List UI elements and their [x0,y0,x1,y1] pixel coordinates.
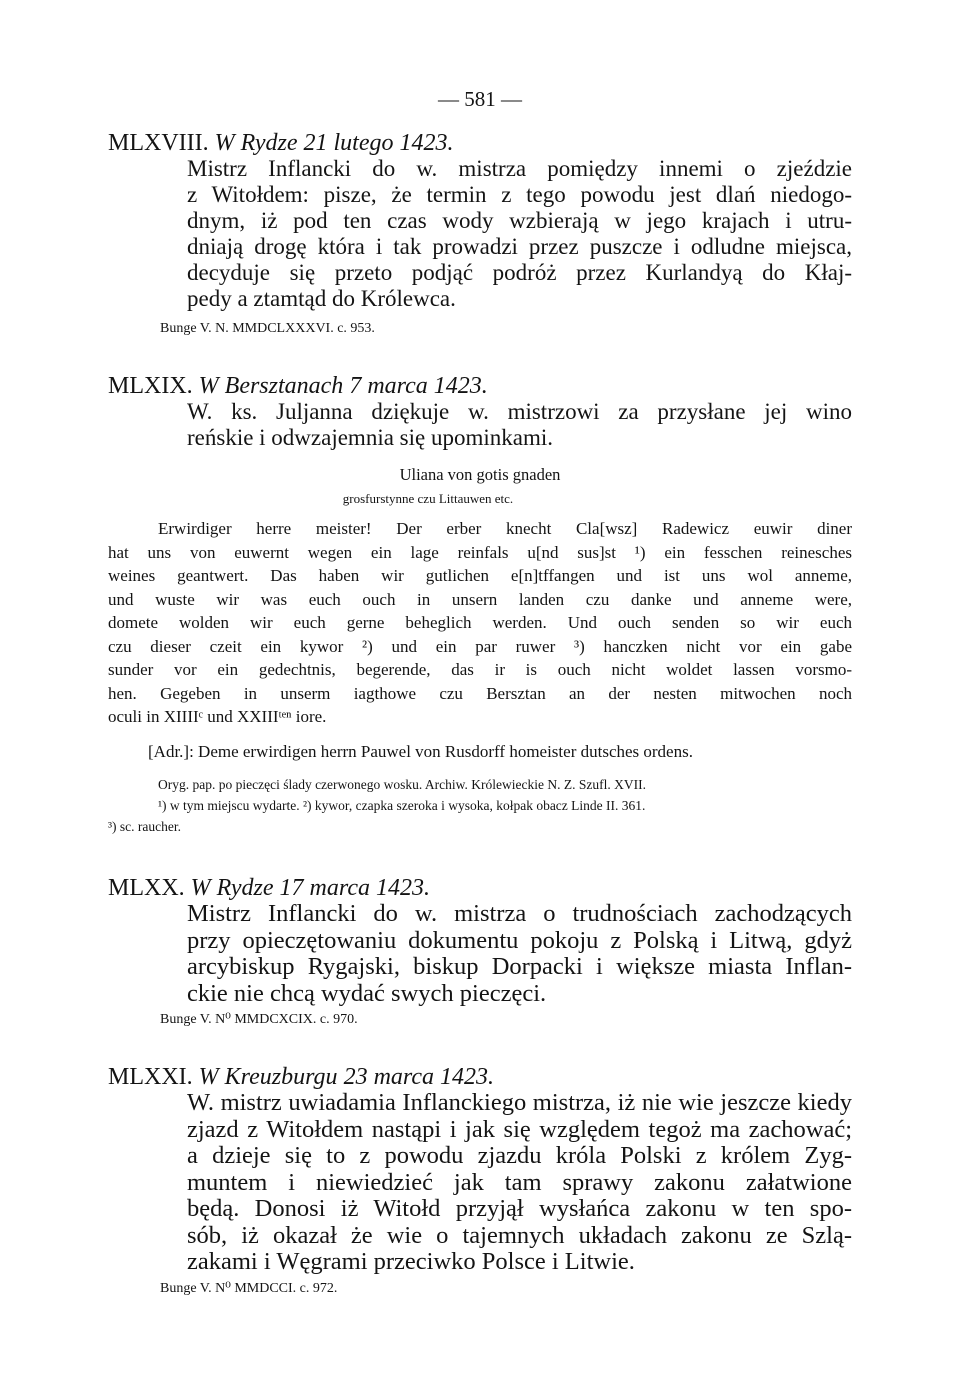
letter-line: und wuste wir was euch ouch in unsern landen czu danke und anneme were, [108,589,852,609]
entry-number: MLXIX. [108,373,193,399]
summary-line: arcybiskup Rygajski, biskup Dorpacki i większe miasta Inflan- [187,953,852,980]
entry-place-prefix: W [214,130,235,156]
letter-line: domete wolden wir euch gerne beheglich werden. Und ouch senden so wir euch [108,613,852,632]
letter-line: weines geantwert. Das haben wir gutlichen e[n]tffangen und ist uns wol anneme, [108,566,852,585]
entry-source: Bunge V. N⁰ MMDCXCIX. c. 970. [160,1012,358,1027]
entry-summary [187,156,852,312]
footnote-line: Oryg. pap. po pieczęci ślady czerwonego wosku. Archiw. Królewieckie N. Z. Szufl. XVII. [158,777,646,792]
summary-line: a dzieje się to z powodu zjazdu króla Polski z królem Zyg- [187,1142,852,1169]
entry-mlxxi [108,1064,852,1276]
letter-line: hat uns von euwernt wegen ein lage reinfals u[nd sus]st ¹) ein fesschen reinesches [108,542,852,562]
entry-place: Bersztanach [224,373,344,399]
entry-heading [108,1064,852,1090]
summary-line: sób, iż okazał że wie o tajemnych układach zakonu ze Szlą- [187,1221,852,1249]
entry-place-prefix: W [190,875,211,901]
entry-heading [108,130,852,156]
entry-date: 23 marca 1423. [343,1064,494,1090]
summary-line: Mistrz Inflancki do w. mistrza pomiędzy innemi o zjeździe [187,156,852,181]
letter-line: Erwirdiger herre meister! Der erber knecht Cla[wsz] Radewicz euwir diner [158,519,852,538]
entry-summary [187,901,852,1007]
letter-heading: Uliana von gotis gnaden [399,465,561,484]
letter-line: oculi in XIIIIᶜ und XXIIIᵗᵉⁿ iore. [108,707,327,726]
summary-line: W. mistrz uwiadamia Inflanckiego mistrza, iż nie wie jeszcze kiedy [187,1089,852,1116]
entry-number: MLXX. [108,875,185,901]
summary-line: dniają drogę która i tak prowadzi przez puszcze i odludne miejsca, [187,234,852,259]
summary-line: Mistrz Inflancki do w. mistrza o trudnościach zachodzących [187,900,852,927]
entry-place-prefix: W [198,1064,219,1090]
entry-summary [187,1090,852,1276]
letter-line: sunder vor ein gedechtnis, begerende, das ir is ouch nicht woldet lassen vorsmo- [108,660,852,679]
letter-subheading: grosfurstynne czu Littauwen etc. [342,491,514,506]
letter-line: hen. Gegeben in unserm iagthowe czu Bersztan an der nesten mitwochen noch [108,683,852,703]
entry-mlxx [108,875,852,1007]
footnote-line: ³) sc. raucher. [108,819,182,834]
entry-source: Bunge V. N⁰ MMDCCI. c. 972. [160,1281,338,1296]
summary-line: reńskie i odwzajemnia się upominkami. [187,425,553,450]
footnote-line: ¹) w tym miejscu wydarte. ²) kywor, czapka szeroka i wysoka, kołpak obacz Linde II. 361. [158,798,646,813]
entry-source: Bunge V. N. MMDCLXXXVI. c. 953. [160,321,375,336]
letter-body [108,517,852,729]
letter-line: czu dieser czeit ein kywor ²) und ein par ruwer ³) hanczken nicht vor ein gabe [108,636,852,656]
page-number: — 581 — [438,87,522,111]
entry-heading [108,875,852,901]
summary-line: dnym, iż pod ten czas wody wzbierają w jego krajach i utru- [187,208,852,233]
summary-line: będą. Donosi iż Witołd przyjął wysłańca zakonu w ten spo- [187,1195,852,1222]
entry-number: MLXVIII. [108,130,209,156]
entry-date: 7 marca 1423. [349,373,488,399]
entry-date: 17 marca 1423. [279,875,430,901]
footnotes [108,774,852,837]
summary-line: W. ks. Juljanna dziękuje w. mistrzowi za przysłane jej wino [187,399,852,424]
summary-line: przy opieczętowaniu dokumentu pokoju z Polską i Litwą, gdyż [187,926,852,954]
summary-line: decyduje się przeto podjąć podróż przez Kurlandyą do Kłaj- [187,260,852,285]
entry-number: MLXXI. [108,1064,193,1090]
summary-line: ckie nie chcą wydać swych pieczęci. [187,979,547,1007]
entry-mlxviii [108,130,852,312]
entry-place: Rydze [216,875,274,901]
entry-heading [108,373,852,399]
summary-line: zakami i Węgrami przeciwko Polsce i Litwie. [187,1248,635,1275]
summary-line: zjazd z Witołdem nastąpi i jak się względem tegoż ma zachować; [187,1115,852,1143]
entry-place: Kreuzburgu [224,1064,338,1090]
entry-summary [187,399,852,451]
summary-line: muntem i niewiedzieć jak tam sprawy zakonu załatwione [187,1168,852,1196]
letter-address: [Adr.]: Deme erwirdigen herrn Pauwel von Rusdorff homeister dutsches ordens. [148,742,693,761]
entry-place-prefix: W [198,373,219,399]
entry-date: 21 lutego 1423. [303,130,454,156]
entry-mlxix [108,373,852,451]
summary-line: pedy a ztamtąd do Królewca. [187,286,456,311]
entry-place: Rydze [240,130,298,156]
summary-line: z Witołdem: pisze, że termin z tego powodu jest dlań niedogo- [187,182,852,207]
